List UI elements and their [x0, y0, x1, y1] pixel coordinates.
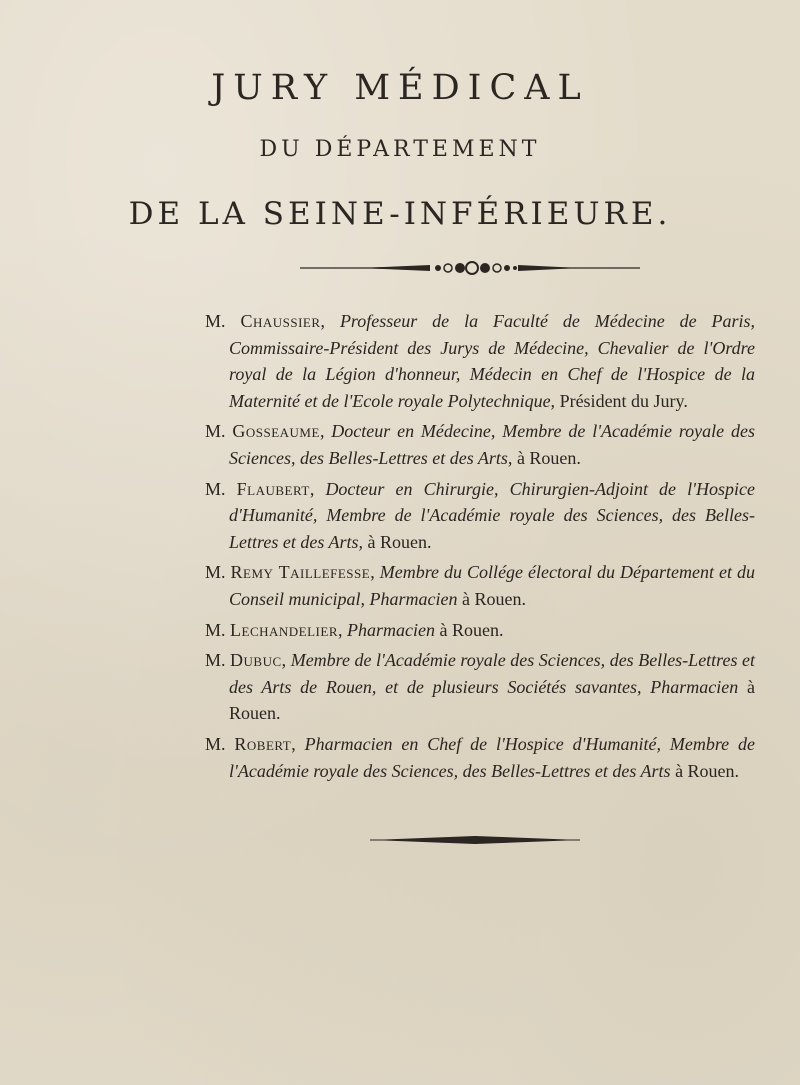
member-title: Docteur en Médecine, Membre de l'Académie royale des Sciences, des Belles-Lettres et des Arts,: [229, 421, 755, 468]
member-name: Chaussier: [240, 311, 321, 331]
member-separator: ,: [319, 421, 332, 442]
member-prefix: M.: [205, 562, 226, 583]
ornament-rule-top: [300, 259, 640, 277]
jury-member-list: [205, 308, 755, 788]
member-suffix: à Rouen.: [229, 676, 755, 724]
member-separator: ,: [370, 562, 380, 583]
member-name: Gosseaume: [232, 421, 320, 442]
member-suffix: à Rouen.: [457, 588, 526, 609]
member-title: Docteur en Chirurgie, Chirurgien-Adjoint de l'Hospice d'Humanité, Membre de l'Académie royale des Sciences, des Belles-Lettres et des Arts,: [229, 478, 756, 552]
member-prefix: M.: [205, 733, 226, 754]
member-prefix: M.: [205, 478, 226, 499]
member-entry: [205, 731, 755, 784]
ornament-rule-bottom: [370, 832, 580, 848]
header-department: DE LA SEINE-INFÉRIEURE.: [128, 196, 672, 232]
member-entry: [205, 476, 755, 556]
member-title: Pharmacien en Chef de l'Hospice d'Humanité, Membre de l'Académie royale des Sciences, des Belles-Lettres et des Arts: [229, 733, 755, 781]
member-prefix: M.: [205, 650, 226, 671]
member-name: Dubuc: [230, 650, 282, 671]
member-prefix: M.: [205, 421, 226, 442]
member-entry: [205, 647, 755, 727]
member-prefix: M.: [205, 311, 226, 331]
member-entry: [205, 617, 755, 644]
member-separator: ,: [291, 733, 305, 754]
member-entry: [205, 418, 755, 471]
member-name: Remy Taillefesse: [230, 562, 371, 583]
member-prefix: M.: [205, 619, 226, 640]
member-entry: [205, 308, 755, 414]
member-name: Robert: [234, 733, 292, 754]
member-suffix: à Rouen.: [434, 619, 504, 640]
header-title: JURY MÉDICAL: [211, 68, 589, 108]
member-title: Membre de l'Académie royale des Sciences, des Belles-Lettres et des Arts de Rouen, et de plusieurs Sociétés savantes, Pharmacien: [229, 650, 756, 697]
member-title: Membre du Collége électoral du Département et du Conseil municipal, Pharmacien: [229, 562, 756, 609]
member-separator: ,: [309, 478, 326, 499]
member-separator: ,: [281, 650, 291, 671]
member-suffix: à Rouen.: [512, 447, 581, 468]
member-name: Flaubert: [236, 478, 310, 499]
member-separator: ,: [320, 311, 340, 331]
member-title: Pharmacien: [347, 619, 435, 640]
header-subtitle: DU DÉPARTEMENT: [259, 137, 541, 162]
member-separator: ,: [338, 619, 347, 640]
member-name: Lechandelier: [230, 619, 338, 640]
member-suffix: à Rouen.: [363, 531, 432, 552]
member-suffix: Président du Jury.: [555, 390, 688, 411]
member-entry: [205, 559, 755, 612]
member-title: Professeur de la Faculté de Médecine de Paris, Commissaire-Président des Jurys de Médecine, Chevalier de l'Ordre royal de la Légion d'honneur, Médecin en Chef de l'Hospice de la Maternité et de l'Ecole royale Polytechnique,: [229, 311, 756, 411]
member-suffix: à Rouen.: [670, 760, 740, 781]
